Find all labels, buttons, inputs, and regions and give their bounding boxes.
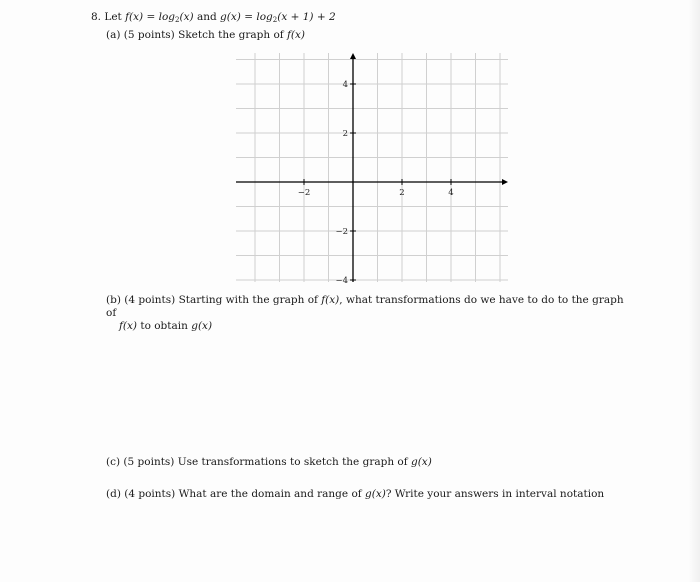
g-argument: (x + 1) + 2 bbox=[277, 11, 336, 23]
y-tick-label: −4 bbox=[335, 276, 348, 286]
f-log-base: 2 bbox=[175, 16, 180, 24]
part-c-text: Use transformations to sketch the graph of bbox=[177, 456, 408, 468]
part-c-points: (5 points) bbox=[123, 456, 175, 468]
part-b-label: (b) bbox=[106, 294, 121, 306]
part-b-func1: f(x) bbox=[321, 294, 340, 306]
part-c-func: g(x) bbox=[410, 456, 432, 468]
part-d-func: g(x) bbox=[365, 488, 386, 500]
x-axis-arrow bbox=[502, 179, 508, 185]
part-d-text2: ? Write your answers in interval notation bbox=[385, 488, 605, 500]
part-b-text2: , what transformations do we have to do to the graph of bbox=[106, 294, 624, 319]
y-tick-label: 2 bbox=[342, 129, 348, 139]
part-b-points: (4 points) bbox=[124, 294, 176, 306]
f-argument: (x) bbox=[179, 11, 194, 23]
x-tick-label: −2 bbox=[297, 188, 311, 198]
y-tick-label: −2 bbox=[335, 227, 348, 237]
part-b-func2: f(x) bbox=[119, 320, 138, 332]
part-d-label: (d) bbox=[106, 488, 121, 500]
part-a-label: (a) bbox=[106, 29, 121, 41]
part-d-text1: What are the domain and range of bbox=[178, 488, 362, 500]
part-b bbox=[106, 294, 626, 333]
part-d bbox=[106, 488, 604, 501]
part-a-points: (5 points) bbox=[123, 29, 175, 41]
part-c-label: (c) bbox=[106, 456, 121, 468]
y-tick-label: 4 bbox=[342, 80, 348, 90]
problem-number: 8. bbox=[91, 11, 102, 23]
g-log-base: 2 bbox=[272, 16, 278, 24]
part-b-text3: to obtain bbox=[140, 320, 188, 332]
g-definition: g(x) = log bbox=[220, 11, 273, 23]
page-edge-shadow bbox=[688, 0, 700, 582]
part-b-text1: Starting with the graph of bbox=[178, 294, 318, 306]
x-tick-label: 2 bbox=[399, 188, 405, 198]
x-tick-label: 4 bbox=[448, 188, 454, 198]
part-d-points: (4 points) bbox=[124, 488, 176, 500]
problem-lead: Let bbox=[104, 11, 122, 23]
y-axis-arrow bbox=[350, 53, 356, 59]
part-c bbox=[106, 456, 432, 469]
part-a-func: f(x) bbox=[287, 29, 306, 41]
part-b-func3: g(x) bbox=[191, 320, 213, 332]
and-word: and bbox=[196, 11, 217, 23]
part-a-text: Sketch the graph of bbox=[178, 29, 284, 41]
f-definition: f(x) = log bbox=[125, 11, 175, 23]
